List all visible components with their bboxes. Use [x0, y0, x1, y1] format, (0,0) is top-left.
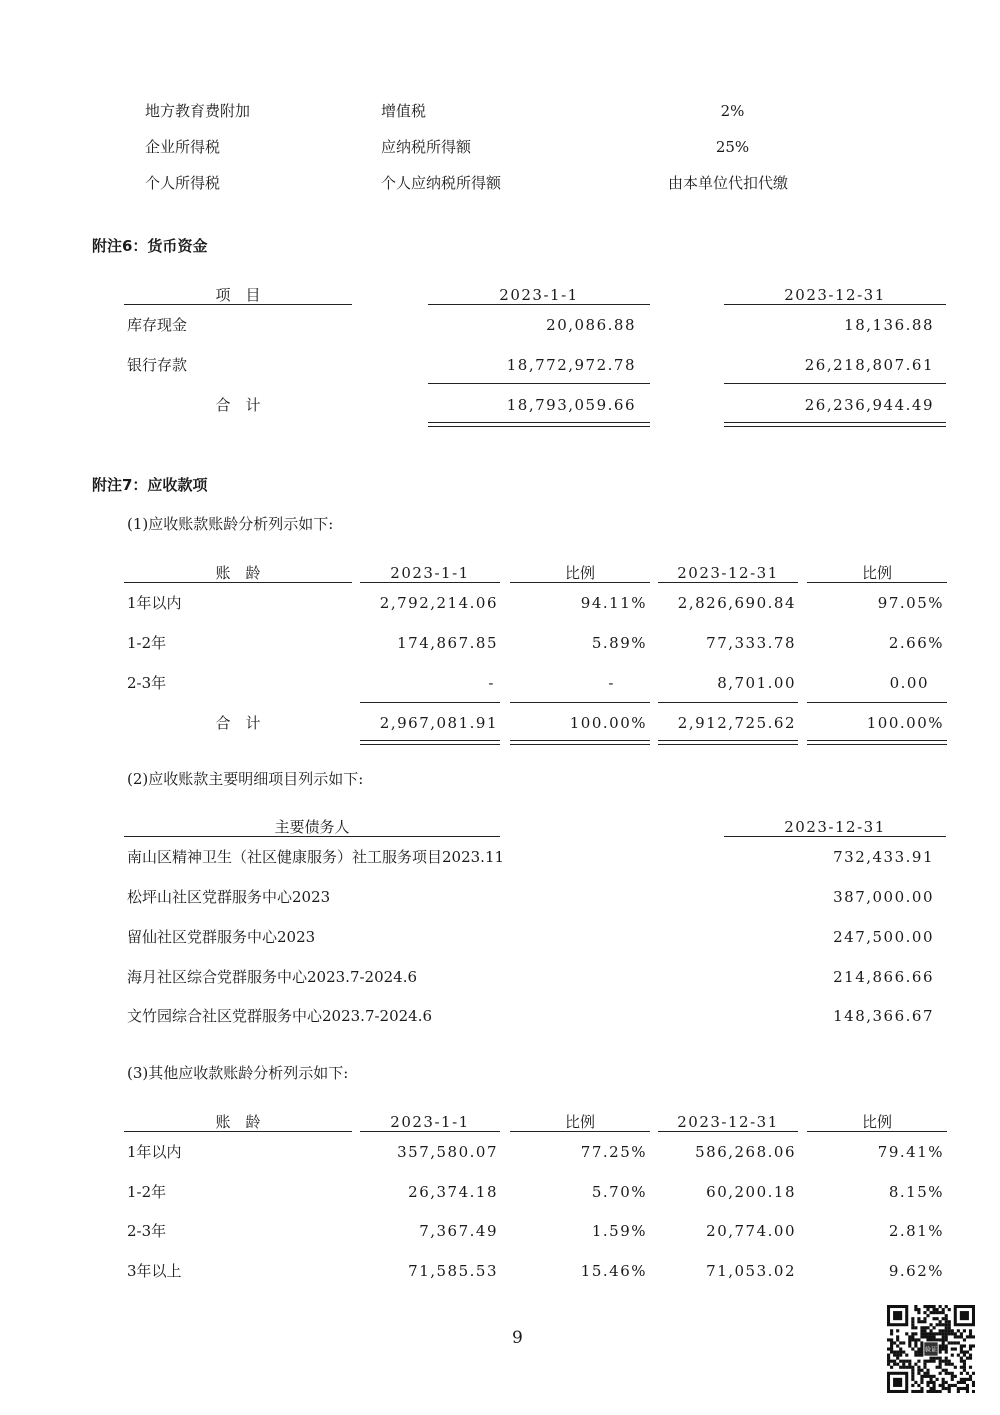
- header-rule: [658, 582, 798, 583]
- header-rule: [428, 304, 650, 305]
- sub1-total-c1: 2,967,081.91: [379, 714, 498, 732]
- header-rule: [724, 304, 946, 305]
- sub3-row-c1: 71,585.53: [408, 1262, 498, 1280]
- sub2-row-debtor: 文竹园综合社区党群服务中心2023.7-2024.6: [127, 1007, 433, 1025]
- note6-total-label: 合 计: [215, 396, 261, 414]
- qr-code-icon: [887, 1305, 975, 1393]
- sub3-row-c4: 2.81%: [888, 1222, 944, 1240]
- sub1-header-c3: 2023-12-31: [677, 564, 779, 582]
- tax-rate: 25%: [715, 138, 750, 156]
- sub3-header-c3: 2023-12-31: [677, 1113, 779, 1131]
- tax-basis: 个人应纳税所得额: [381, 174, 502, 192]
- note7-sub2-caption: (2)应收账款主要明细项目列示如下:: [127, 770, 364, 788]
- subtotal-rule: [428, 383, 650, 384]
- note6-row-value: 20,086.88: [546, 316, 636, 334]
- note6-total-value: 26,236,944.49: [804, 396, 934, 414]
- note6-total-value: 18,793,059.66: [506, 396, 636, 414]
- header-rule: [124, 304, 352, 305]
- subtotal-rule: [360, 702, 500, 703]
- sub1-row-c1: 174,867.85: [397, 634, 498, 652]
- header-rule: [360, 582, 500, 583]
- header-rule: [124, 836, 500, 837]
- note7-sub3-caption: (3)其他应收款账龄分析列示如下:: [127, 1064, 349, 1082]
- sub3-row-c1: 357,580.07: [397, 1143, 498, 1161]
- sub3-row-c4: 79.41%: [877, 1143, 944, 1161]
- sub3-row-c2: 15.46%: [580, 1262, 647, 1280]
- note7-sub1-caption: (1)应收账款账龄分析列示如下:: [127, 515, 334, 533]
- sub2-row-value: 214,866.66: [833, 968, 934, 986]
- sub1-row-c3: 8,701.00: [717, 674, 796, 692]
- sub1-header-age: 账 龄: [215, 564, 261, 582]
- sub3-row-c4: 9.62%: [888, 1262, 944, 1280]
- total-double-rule: [724, 422, 946, 427]
- sub3-header-c1: 2023-1-1: [390, 1113, 470, 1131]
- tax-basis: 应纳税所得额: [381, 138, 472, 156]
- header-rule: [124, 1131, 352, 1132]
- note6-header-col2: 2023-12-31: [784, 286, 886, 304]
- subtotal-rule: [724, 383, 946, 384]
- header-rule: [360, 1131, 500, 1132]
- note6-header-item: 项 目: [215, 286, 261, 304]
- header-rule: [510, 1131, 650, 1132]
- sub3-row-c3: 586,268.06: [695, 1143, 796, 1161]
- sub2-row-debtor: 海月社区综合党群服务中心2023.7-2024.6: [127, 968, 418, 986]
- total-double-rule: [510, 740, 650, 745]
- sub2-row-value: 387,000.00: [833, 888, 934, 906]
- sub3-row-c4: 8.15%: [888, 1183, 944, 1201]
- note6-row-value: 26,218,807.61: [804, 356, 934, 374]
- sub1-total-c2: 100.00%: [569, 714, 647, 732]
- sub3-row-c1: 7,367.49: [419, 1222, 498, 1240]
- sub3-row-age: 1-2年: [127, 1183, 167, 1201]
- header-rule: [124, 582, 352, 583]
- total-double-rule: [658, 740, 798, 745]
- qr-stamp-text: 验证: [924, 1346, 938, 1354]
- sub1-header-c2: 比例: [564, 564, 595, 582]
- sub2-row-value: 148,366.67: [833, 1007, 934, 1025]
- tax-basis: 增值税: [381, 102, 427, 120]
- sub3-row-c1: 26,374.18: [408, 1183, 498, 1201]
- header-rule: [658, 1131, 798, 1132]
- sub1-row-c4: 97.05%: [877, 594, 944, 612]
- subtotal-rule: [658, 702, 798, 703]
- sub1-header-c1: 2023-1-1: [390, 564, 470, 582]
- sub1-total-label: 合 计: [215, 714, 261, 732]
- sub1-row-c2: 5.89%: [591, 634, 647, 652]
- sub3-row-age: 1年以内: [127, 1143, 182, 1161]
- sub3-row-c2: 1.59%: [591, 1222, 647, 1240]
- header-rule: [510, 582, 650, 583]
- sub2-header-date: 2023-12-31: [784, 818, 886, 836]
- note6-row-item: 库存现金: [127, 316, 188, 334]
- page-number: 9: [512, 1328, 523, 1348]
- note6-header-col1: 2023-1-1: [499, 286, 579, 304]
- sub2-header-debtor: 主要债务人: [274, 818, 350, 836]
- note6-title: 附注6：货币资金: [92, 237, 208, 255]
- sub1-row-c1: -: [488, 674, 495, 692]
- header-rule: [807, 582, 947, 583]
- tax-rate: 2%: [720, 102, 745, 120]
- sub1-row-c2: 94.11%: [580, 594, 647, 612]
- header-rule: [724, 836, 946, 837]
- tax-name: 地方教育费附加: [145, 102, 251, 120]
- sub2-row-debtor: 留仙社区党群服务中心2023: [127, 928, 316, 946]
- tax-rate: 由本单位代扣代缴: [668, 174, 789, 192]
- tax-name: 企业所得税: [145, 138, 221, 156]
- tax-name: 个人所得税: [145, 174, 221, 192]
- sub1-row-c4: 2.66%: [888, 634, 944, 652]
- sub3-row-c3: 71,053.02: [706, 1262, 796, 1280]
- note7-title: 附注7：应收款项: [92, 476, 208, 494]
- sub2-row-value: 247,500.00: [833, 928, 934, 946]
- header-rule: [807, 1131, 947, 1132]
- sub1-row-age: 1-2年: [127, 634, 167, 652]
- sub3-header-age: 账 龄: [215, 1113, 261, 1131]
- sub3-row-c2: 77.25%: [580, 1143, 647, 1161]
- sub3-row-c3: 20,774.00: [706, 1222, 796, 1240]
- sub2-row-debtor: 南山区精神卫生（社区健康服务）社工服务项目2023.11: [127, 848, 505, 866]
- sub2-row-debtor: 松坪山社区党群服务中心2023: [127, 888, 331, 906]
- sub1-header-c4: 比例: [861, 564, 892, 582]
- sub1-row-c4: 0.00: [889, 674, 929, 692]
- sub1-row-c1: 2,792,214.06: [379, 594, 498, 612]
- sub1-row-age: 1年以内: [127, 594, 182, 612]
- sub3-row-age: 2-3年: [127, 1222, 167, 1240]
- total-double-rule: [360, 740, 500, 745]
- sub3-row-c3: 60,200.18: [706, 1183, 796, 1201]
- sub3-header-c2: 比例: [564, 1113, 595, 1131]
- sub1-total-c3: 2,912,725.62: [677, 714, 796, 732]
- sub3-header-c4: 比例: [861, 1113, 892, 1131]
- sub1-row-age: 2-3年: [127, 674, 167, 692]
- subtotal-rule: [807, 702, 947, 703]
- note6-row-item: 银行存款: [127, 356, 188, 374]
- sub1-total-c4: 100.00%: [866, 714, 944, 732]
- subtotal-rule: [510, 702, 650, 703]
- total-double-rule: [807, 740, 947, 745]
- sub1-row-c3: 2,826,690.84: [677, 594, 796, 612]
- note6-row-value: 18,136.88: [844, 316, 934, 334]
- sub3-row-c2: 5.70%: [591, 1183, 647, 1201]
- sub1-row-c3: 77,333.78: [706, 634, 796, 652]
- total-double-rule: [428, 422, 650, 427]
- sub3-row-age: 3年以上: [127, 1262, 182, 1280]
- note6-row-value: 18,772,972.78: [506, 356, 636, 374]
- sub1-row-c2: -: [608, 674, 615, 692]
- sub2-row-value: 732,433.91: [833, 848, 934, 866]
